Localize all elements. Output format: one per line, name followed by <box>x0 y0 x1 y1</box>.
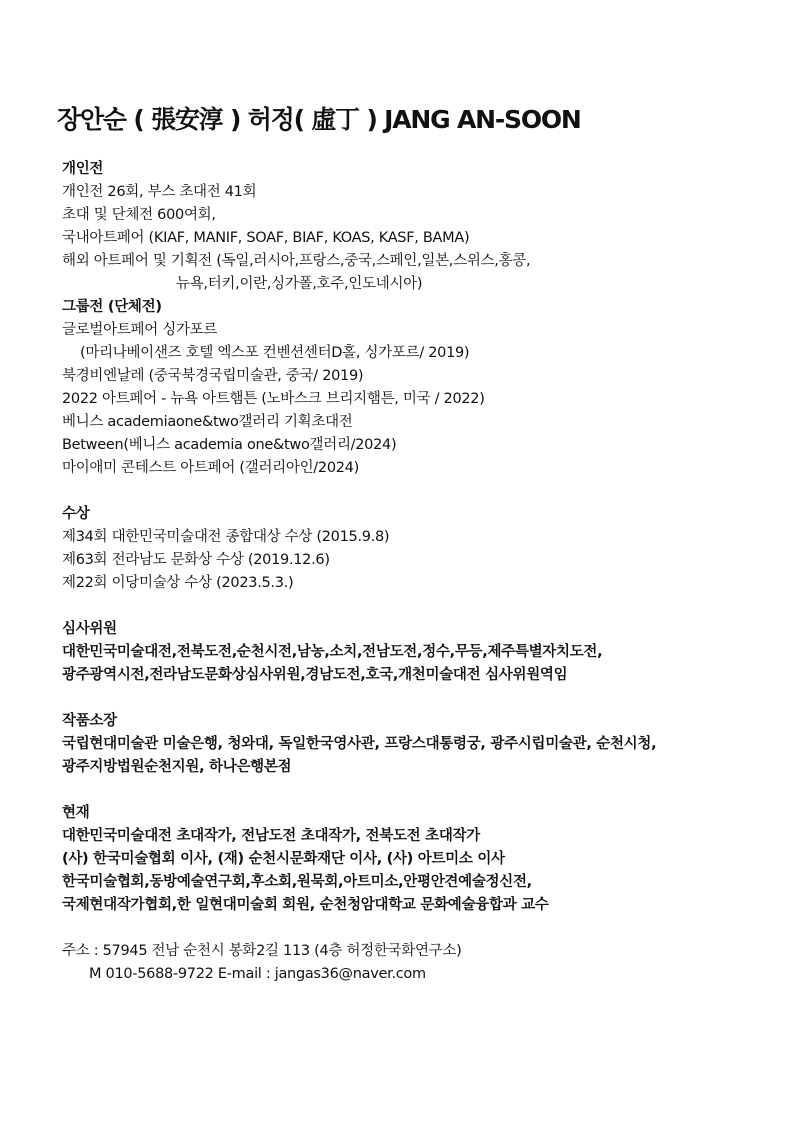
solo-line: 해외 아트페어 및 기획전 (독일,러시아,프랑스,중국,스페인,일본,스위스,홍콩, <box>62 253 531 269</box>
section-spacer <box>62 779 782 802</box>
collection-line: 광주지방법원순천지원, 하나은행본점 <box>62 759 292 775</box>
group-heading: 그룹전 (단체전) <box>62 299 162 315</box>
award-line: 제63회 전라남도 문화상 수상 (2019.12.6) <box>62 552 330 568</box>
contact-address: 주소 : 57945 전남 순천시 봉화2길 113 (4층 허정한국화연구소) <box>62 943 462 959</box>
solo-line: 개인전 26회, 부스 초대전 41회 <box>62 184 257 200</box>
section-spacer <box>62 917 782 940</box>
biography-content <box>62 158 782 986</box>
collection-line: 국립현대미술관 미술은행, 청와대, 독일한국영사관, 프랑스대통령궁, 광주시립미술관, 순천시청, <box>62 736 657 752</box>
solo-heading: 개인전 <box>62 161 104 177</box>
page-title: 장안순 ( 張安淳 ) 허정( 虛丁 ) JANG AN-SOON <box>57 105 581 134</box>
section-spacer <box>62 687 782 710</box>
group-line: 2022 아트페어 - 뉴욕 아트햄튼 (노바스크 브리지햄튼, 미국 / 2022) <box>62 391 485 407</box>
solo-line: 초대 및 단체전 600여회, <box>62 207 216 223</box>
awards-heading: 수상 <box>62 506 90 522</box>
award-line: 제34회 대한민국미술대전 종합대상 수상 (2015.9.8) <box>62 529 390 545</box>
contact-phone-email: M 010-5688-9722 E-mail : jangas36@naver.com <box>89 966 426 982</box>
jury-line: 대한민국미술대전,전북도전,순천시전,남농,소치,전남도전,정수,무등,제주특별자치도전, <box>62 644 603 660</box>
current-heading: 현재 <box>62 805 90 821</box>
section-spacer <box>62 595 782 618</box>
current-line: 국제현대작가협회,한 일현대미술회 회원, 순천청암대학교 문화예술융합과 교수 <box>62 897 549 913</box>
current-line: (사) 한국미술협회 이사, (재) 순천시문화재단 이사, (사) 아트미소 이사 <box>62 851 505 867</box>
group-line: 베니스 academiaone&two갤러리 기획초대전 <box>62 414 353 430</box>
award-line: 제22회 이당미술상 수상 (2023.5.3.) <box>62 575 294 591</box>
collection-heading: 작품소장 <box>62 713 117 729</box>
current-line: 한국미술협회,동방예술연구회,후소회,원묵회,아트미소,안평안견예술정신전, <box>62 874 532 890</box>
jury-heading: 심사위원 <box>62 621 117 637</box>
group-line: 북경비엔날레 (중국북경국립미술관, 중국/ 2019) <box>62 368 364 384</box>
solo-line: 국내아트페어 (KIAF, MANIF, SOAF, BIAF, KOAS, KASF, BAMA) <box>62 230 470 246</box>
jury-line: 광주광역시전,전라남도문화상심사위원,경남도전,호국,개천미술대전 심사위원역임 <box>62 667 568 683</box>
group-line: (마리나베이샌즈 호텔 엑스포 컨벤션센터D홀, 싱가포르/ 2019) <box>80 345 470 361</box>
group-line: 마이애미 콘테스트 아트페어 (갤러리아인/2024) <box>62 460 359 476</box>
section-spacer <box>62 480 782 503</box>
current-line: 대한민국미술대전 초대작가, 전남도전 초대작가, 전북도전 초대작가 <box>62 828 480 844</box>
group-line: Between(베니스 academia one&two갤러리/2024) <box>62 437 397 453</box>
group-line: 글로벌아트페어 싱가포르 <box>62 322 218 338</box>
solo-line: 뉴욕,터키,이란,싱가폴,호주,인도네시아) <box>176 276 423 292</box>
